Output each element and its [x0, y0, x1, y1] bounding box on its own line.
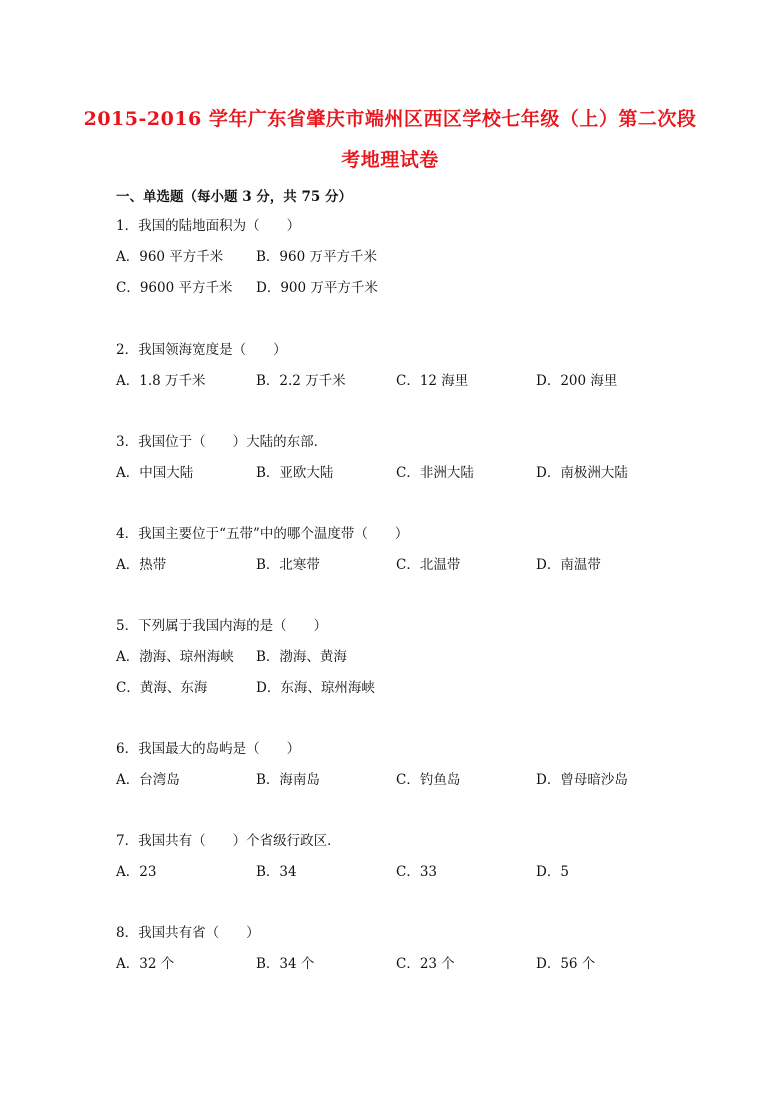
question-5-stem: 5．下列属于我国内海的是（ ）: [116, 618, 328, 634]
question-1-option-b: B．960 万平方千米: [256, 249, 377, 265]
question-8-option-c: C．23 个: [396, 956, 455, 972]
question-6-option-a: A．台湾岛: [116, 772, 180, 788]
question-1-option-d: D．900 万平方千米: [256, 280, 378, 296]
question-3-stem: 3．我国位于（ ）大陆的东部．: [116, 434, 328, 450]
question-5-option-c: C．黄海、东海: [116, 680, 208, 696]
question-2-option-c: C．12 海里: [396, 373, 469, 389]
question-4-option-c: C．北温带: [396, 557, 461, 573]
question-5-option-a: A．渤海、琼州海峡: [116, 649, 234, 665]
question-8-stem: 8．我国共有省（ ）: [116, 925, 260, 941]
question-4-stem: 4．我国主要位于“五带”中的哪个温度带（ ）: [116, 526, 409, 542]
question-8-option-a: A．32 个: [116, 956, 175, 972]
question-2-stem: 2．我国领海宽度是（ ）: [116, 342, 287, 358]
question-7-option-a: A．23: [116, 864, 157, 880]
question-3-option-d: D．南极洲大陆: [536, 465, 628, 481]
question-1-option-c: C．9600 平方千米: [116, 280, 233, 296]
question-6-stem: 6．我国最大的岛屿是（ ）: [116, 741, 301, 757]
question-1-stem: 1．我国的陆地面积为（ ）: [116, 218, 301, 234]
question-3-option-a: A．中国大陆: [116, 465, 194, 481]
question-3-option-b: B．亚欧大陆: [256, 465, 334, 481]
question-5-option-d: D．东海、琼州海峡: [256, 680, 375, 696]
question-7-option-c: C．33: [396, 864, 438, 880]
question-8-option-d: D．56 个: [536, 956, 596, 972]
exam-title-line-2: 考地理试卷: [341, 149, 439, 171]
question-6-option-b: B．海南岛: [256, 772, 320, 788]
question-2-option-a: A．1.8 万千米: [116, 373, 206, 389]
section-heading: 一、单选题（每小题 3 分，共 75 分）: [116, 189, 352, 205]
question-7-stem: 7．我国共有（ ）个省级行政区．: [116, 833, 341, 849]
exam-title-line-1: 2015-2016 学年广东省肇庆市端州区西区学校七年级（上）第二次段: [83, 108, 697, 130]
question-4-option-d: D．南温带: [536, 557, 601, 573]
question-8-option-b: B．34 个: [256, 956, 315, 972]
question-4-option-a: A．热带: [116, 557, 167, 573]
question-3-option-c: C．非洲大陆: [396, 465, 474, 481]
question-4-option-b: B．北寒带: [256, 557, 320, 573]
question-5-option-b: B．渤海、黄海: [256, 649, 347, 665]
question-7-option-d: D．5: [536, 864, 569, 880]
question-1-option-a: A．960 平方千米: [116, 249, 224, 265]
question-2-option-b: B．2.2 万千米: [256, 373, 346, 389]
question-7-option-b: B．34: [256, 864, 297, 880]
question-6-option-d: D．曾母暗沙岛: [536, 772, 628, 788]
question-6-option-c: C．钓鱼岛: [396, 772, 461, 788]
question-2-option-d: D．200 海里: [536, 373, 618, 389]
